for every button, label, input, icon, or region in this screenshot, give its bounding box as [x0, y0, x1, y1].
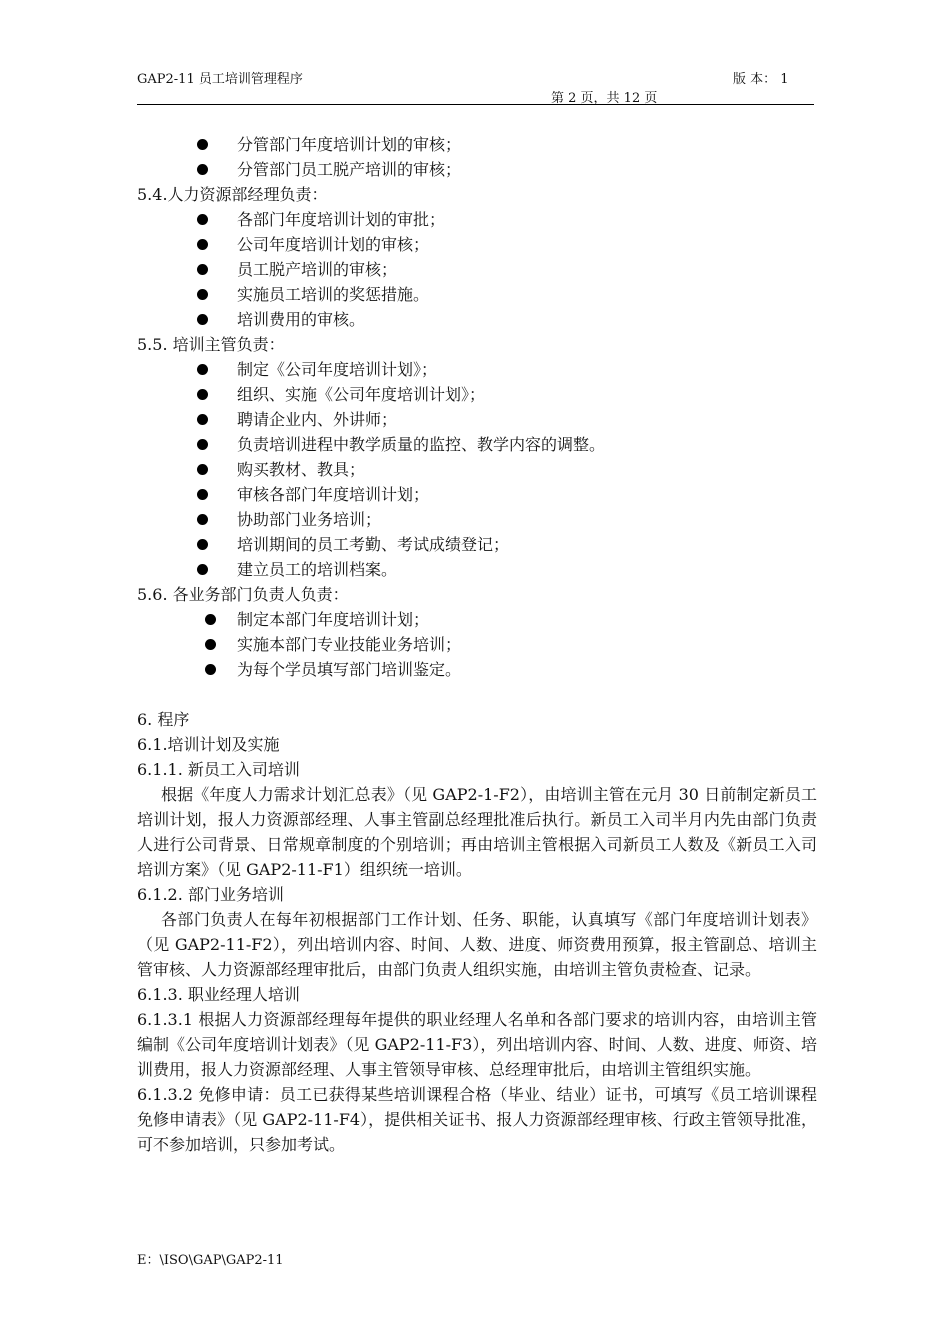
- bullet-icon: [205, 639, 216, 650]
- bullet-icon: [197, 139, 208, 150]
- bullet-icon: [197, 214, 208, 225]
- list-item: 负责培训进程中教学质量的监控、教学内容的调整。: [137, 432, 817, 457]
- list-item: 分管部门员工脱产培训的审核；: [137, 157, 817, 182]
- document-body: [137, 132, 817, 1157]
- heading-6-1-2: 6.1.2. 部门业务培训: [137, 885, 284, 904]
- paragraph-6-1-3-2: 6.1.3.2 免修申请：员工已获得某些培训课程合格（毕业、结业）证书，可填写《员工培训课程免修申请表》（见 GAP2-11-F4），提供相关证书、报人力资源部经理审核、行政主管领导批准，可不参加培训，只参加考试。: [137, 1085, 817, 1154]
- list-item: 公司年度培训计划的审核；: [137, 232, 817, 257]
- bullet-icon: [197, 564, 208, 575]
- header-divider: [137, 104, 814, 105]
- bullet-icon: [197, 464, 208, 475]
- list-item: 员工脱产培训的审核；: [137, 257, 817, 282]
- heading-6: 6. 程序: [137, 710, 190, 729]
- heading-6-1-1: 6.1.1. 新员工入司培训: [137, 760, 300, 779]
- header-version: 版 本： 1: [733, 72, 789, 87]
- list-item: 购买教材、教具；: [137, 457, 817, 482]
- list-item: 培训费用的审核。: [137, 307, 817, 332]
- list-item: 实施本部门专业技能业务培训；: [137, 632, 817, 657]
- list-item: 审核各部门年度培训计划；: [137, 482, 817, 507]
- footer-file-path: E：\ISO\GAP\GAP2-11: [137, 1253, 284, 1268]
- bullet-icon: [197, 414, 208, 425]
- spacer: [137, 682, 817, 707]
- list-item: 培训期间的员工考勤、考试成绩登记；: [137, 532, 817, 557]
- paragraph-6-1-3-1: 6.1.3.1 根据人力资源部经理每年提供的职业经理人名单和各部门要求的培训内容，由培训主管编制《公司年度培训计划表》（见 GAP2-11-F3），列出培训内容、时间、人数、进度、师资、培训费用，报人力资源部经理、人事主管领导审核、总经理审批后，由培训主管组织实施。: [137, 1010, 817, 1079]
- list-item: 聘请企业内、外讲师；: [137, 407, 817, 432]
- header-doc-title: GAP2-11 员工培训管理程序: [137, 72, 303, 87]
- list-item: 协助部门业务培训；: [137, 507, 817, 532]
- bullet-icon: [197, 289, 208, 300]
- paragraph-6-1-1: 根据《年度人力需求计划汇总表》（见 GAP2-1-F2），由培训主管在元月 30 日前制定新员工培训计划，报人力资源部经理、人事主管副总经理批准后执行。新员工入司半月内先由部门负责人进行公司背景、日常规章制度的个别培训；再由培训主管根据入司新员工人数及《新员工入司培训方案》（见 GAP2-11-F1）组织统一培训。: [137, 785, 817, 879]
- list-item: 实施员工培训的奖惩措施。: [137, 282, 817, 307]
- bullet-icon: [197, 514, 208, 525]
- bullet-icon: [197, 164, 208, 175]
- heading-6-1: 6.1.培训计划及实施: [137, 735, 280, 754]
- list-item: 制定《公司年度培训计划》；: [137, 357, 817, 382]
- paragraph-6-1-2: 各部门负责人在每年初根据部门工作计划、任务、职能，认真填写《部门年度培训计划表》（见 GAP2-11-F2），列出培训内容、时间、人数、进度、师资费用预算，报主管副总、培训主管审核、人力资源部经理审批后，由部门负责人组织实施，由培训主管负责检查、记录。: [137, 910, 817, 979]
- list-item: 各部门年度培训计划的审批；: [137, 207, 817, 232]
- list-item: 分管部门年度培训计划的审核；: [137, 132, 817, 157]
- bullet-icon: [197, 314, 208, 325]
- bullet-icon: [197, 264, 208, 275]
- heading-5-5: 5.5. 培训主管负责：: [137, 335, 285, 354]
- bullet-icon: [205, 614, 216, 625]
- bullet-icon: [205, 664, 216, 675]
- bullet-icon: [197, 364, 208, 375]
- heading-5-4: 5.4.人力资源部经理负责：: [137, 185, 328, 204]
- heading-5-6: 5.6. 各业务部门负责人负责：: [137, 585, 349, 604]
- list-item: 为每个学员填写部门培训鉴定。: [137, 657, 817, 682]
- list-item: 制定本部门年度培训计划；: [137, 607, 817, 632]
- bullet-icon: [197, 439, 208, 450]
- bullet-icon: [197, 389, 208, 400]
- bullet-icon: [197, 539, 208, 550]
- header-page-info: 第 2 页，共 12 页: [551, 91, 658, 106]
- bullet-icon: [197, 489, 208, 500]
- heading-6-1-3: 6.1.3. 职业经理人培训: [137, 985, 300, 1004]
- list-item: 建立员工的培训档案。: [137, 557, 817, 582]
- list-item: 组织、实施《公司年度培训计划》；: [137, 382, 817, 407]
- bullet-icon: [197, 239, 208, 250]
